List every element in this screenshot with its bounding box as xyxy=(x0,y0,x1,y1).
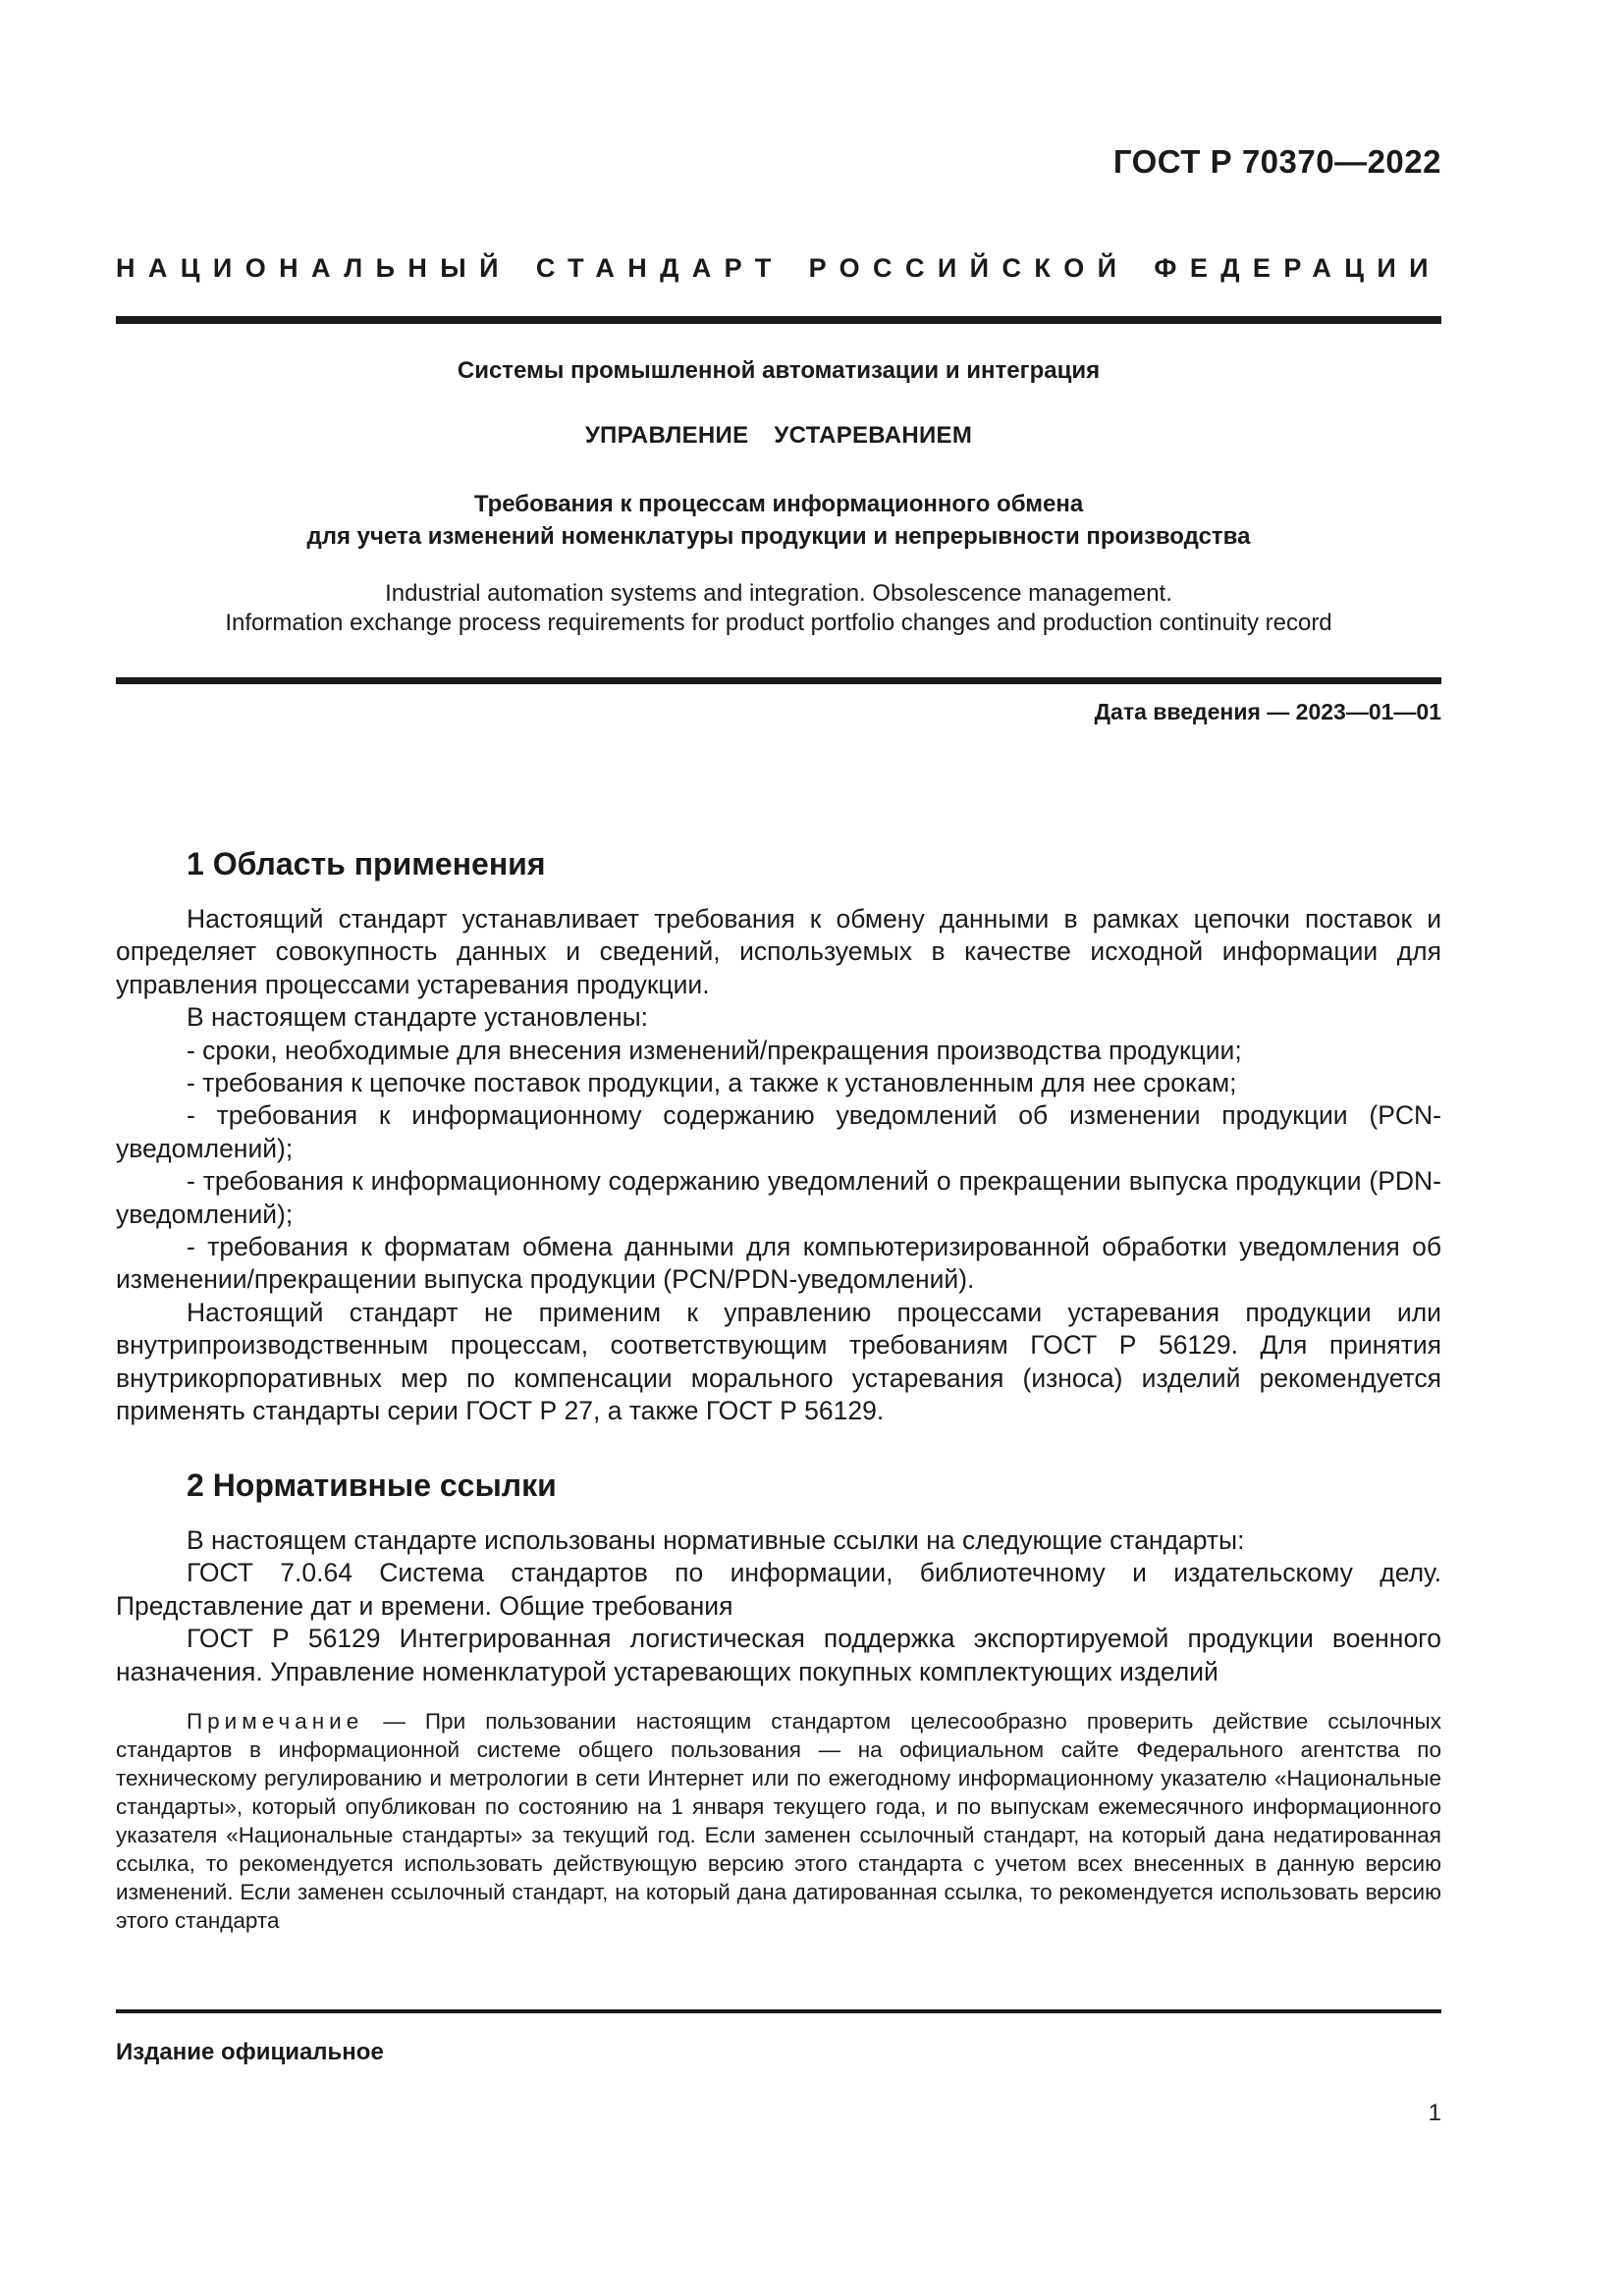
section-2-body xyxy=(116,1524,1441,1688)
page-number: 1 xyxy=(1428,2100,1441,2126)
section-1-body xyxy=(116,903,1441,1428)
section-2-reference: ГОСТ 7.0.64 Система стандартов по информации, библиотечному и издательскому делу. Представление дат и времени. Общие требования xyxy=(116,1558,1441,1621)
introduction-date: Дата введения — 2023—01—01 xyxy=(1094,699,1441,724)
note-text: — При пользовании настоящим стандартом целесообразно проверить действие ссылочных стандартов в информационной системе общего пользования — на официальном сайте Федерального агентства по техническому регулированию и метрологии в сети Интернет или по ежегодному информационному указателю «Национальные стандарты», который опубликован по состоянию на 1 января текущего года, и по выпускам ежемесячного информационного указателя «Национальные стандарты» за текущий год. Если заменен ссылочный стандарт, на который дана недатированная ссылка, то рекомендуется использовать действующую версию этого стандарта с учетом всех внесенных в данную версию изменений. Если заменен ссылочный стандарт, на который дана датированная ссылка, то рекомендуется использовать версию этого стандарта xyxy=(116,1709,1441,1933)
official-edition-label: Издание официальное xyxy=(116,2039,384,2065)
section-2-heading: 2 Нормативные ссылки xyxy=(187,1468,557,1503)
title-main: УПРАВЛЕНИЕ УСТАРЕВАНИЕМ xyxy=(584,422,973,449)
subtitle-line-1: Требования к процессам информационного обмена xyxy=(473,491,1084,517)
section-1-list-item: - требования к информационному содержанию уведомлений о прекращении выпуска продукции (PDN-уведомлений); xyxy=(116,1166,1441,1229)
section-1-heading: 1 Область применения xyxy=(187,846,546,881)
section-1-list-item: - требования к форматам обмена данными для компьютеризированной обработки уведомления об изменении/прекращении выпуска продукции (PCN/PDN-уведомлений). xyxy=(116,1232,1441,1295)
document-page xyxy=(116,0,1441,2296)
title-subtitle xyxy=(116,488,1441,553)
footer-divider xyxy=(116,2009,1441,2013)
note-label: Примечание xyxy=(187,1709,364,1734)
national-standard-banner: НАЦИОНАЛЬНЫЙ СТАНДАРТ РОССИЙСКОЙ ФЕДЕРАЦИИ xyxy=(116,253,1441,283)
section-1-paragraph: В настоящем стандарте установлены: xyxy=(187,1002,649,1033)
title-series: Системы промышленной автоматизации и интеграция xyxy=(457,357,1101,384)
section-1-paragraph: Настоящий стандарт не применим к управлению процессами устаревания продукции или внутрипроизводственным процессам, соответствующим требованиям ГОСТ Р 56129. Для принятия внутрикорпоративных мер по компенсации морального устаревания (износа) изделий рекомендуется применять стандарты серии ГОСТ Р 27, а также ГОСТ Р 56129. xyxy=(116,1297,1441,1426)
subtitle-line-2: для учета изменений номенклатуры продукции и непрерывности производства xyxy=(306,523,1251,550)
section-2-note xyxy=(116,1707,1441,1935)
title-english xyxy=(116,579,1441,638)
section-1-list-item: - требования к цепочке поставок продукции, а также к установленным для нее срокам; xyxy=(187,1068,1237,1098)
section-2-paragraph: В настоящем стандарте использованы нормативные ссылки на следующие стандарты: xyxy=(187,1525,1245,1555)
section-1-list-item: - требования к информационному содержанию уведомлений об изменении продукции (PCN-уведомлений); xyxy=(116,1100,1441,1163)
header-divider xyxy=(116,316,1441,324)
standard-code: ГОСТ Р 70370—2022 xyxy=(1112,143,1441,180)
section-2-reference: ГОСТ Р 56129 Интегрированная логистическая поддержка экспортируемой продукции военного назначения. Управление номенклатурой устаревающих покупных комплектующих изделий xyxy=(116,1624,1441,1686)
title-divider xyxy=(116,677,1441,684)
section-1-list-item: - сроки, необходимые для внесения изменений/прекращения производства продукции; xyxy=(187,1035,1242,1065)
english-title-line-2: Information exchange process requirements for product portfolio changes and production continuity record xyxy=(225,610,1332,636)
english-title-line-1: Industrial automation systems and integration. Obsolescence management. xyxy=(385,580,1172,607)
section-1-paragraph: Настоящий стандарт устанавливает требования к обмену данными в рамках цепочки поставок и определяет совокупность данных и сведений, используемых в качестве исходной информации для управления процессами устаревания продукции. xyxy=(116,904,1441,999)
